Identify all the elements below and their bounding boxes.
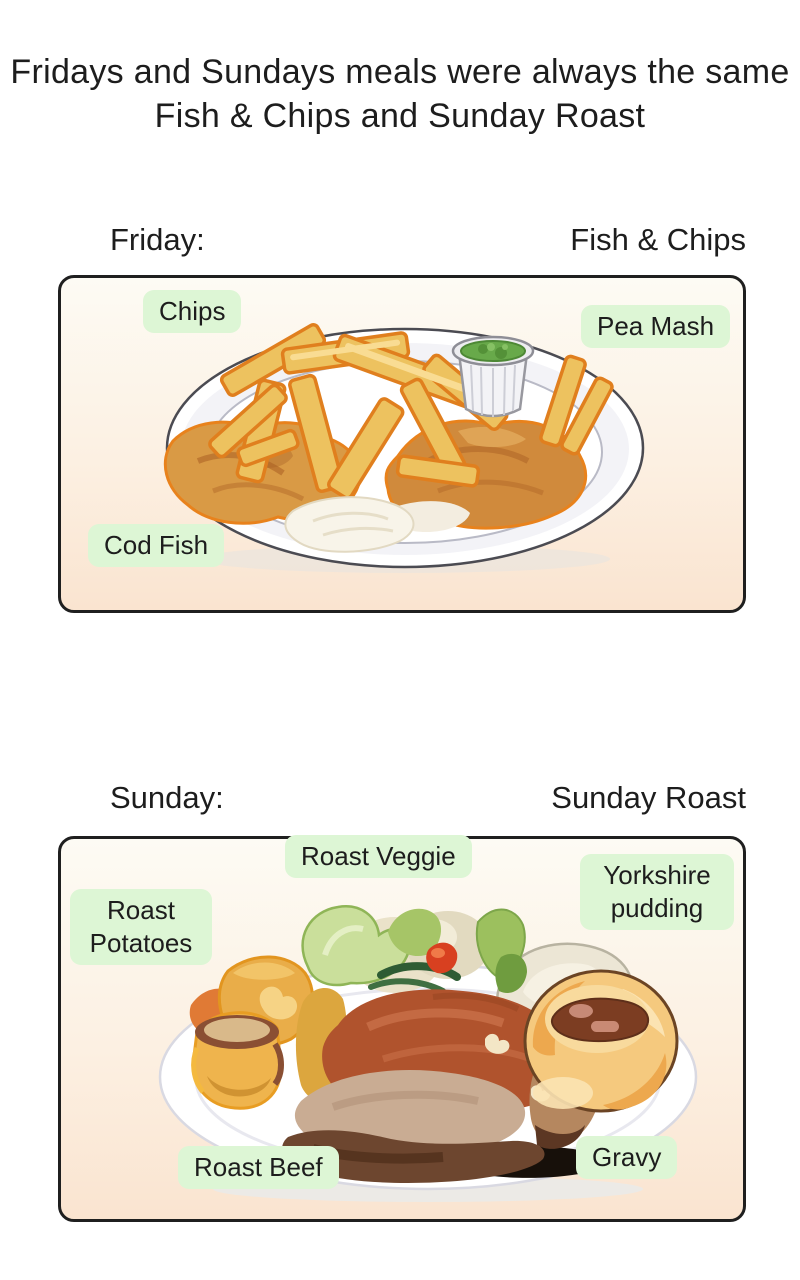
label-gravy: Gravy bbox=[576, 1136, 677, 1179]
friday-panel bbox=[58, 275, 746, 613]
label-yorkshire-pudding: Yorkshire pudding bbox=[580, 854, 734, 930]
label-roast-potatoes: Roast Potatoes bbox=[70, 889, 212, 965]
sunday-day-label: Sunday: bbox=[110, 780, 224, 815]
crispy-potato-cup bbox=[193, 1013, 281, 1109]
mushy-peas bbox=[461, 341, 525, 361]
sunday-heading bbox=[58, 780, 746, 816]
label-roast-beef: Roast Beef bbox=[178, 1146, 339, 1189]
page-title bbox=[0, 50, 800, 138]
title-line-1: Fridays and Sundays meals were always the same bbox=[10, 53, 790, 91]
label-pea-mash: Pea Mash bbox=[581, 305, 730, 348]
label-roast-veggie: Roast Veggie bbox=[285, 835, 472, 878]
label-cod-fish: Cod Fish bbox=[88, 524, 224, 567]
sunday-panel bbox=[58, 836, 746, 1222]
friday-day-label: Friday: bbox=[110, 222, 205, 257]
title-line-2: Fish & Chips and Sunday Roast bbox=[154, 97, 646, 135]
label-chips: Chips bbox=[143, 290, 241, 333]
pea-mash-ramekin bbox=[453, 337, 533, 417]
friday-heading bbox=[58, 222, 746, 258]
sunday-meal-label: Sunday Roast bbox=[551, 780, 746, 815]
yorkshire-pudding-illustration bbox=[525, 971, 677, 1111]
friday-meal-label: Fish & Chips bbox=[570, 222, 746, 257]
